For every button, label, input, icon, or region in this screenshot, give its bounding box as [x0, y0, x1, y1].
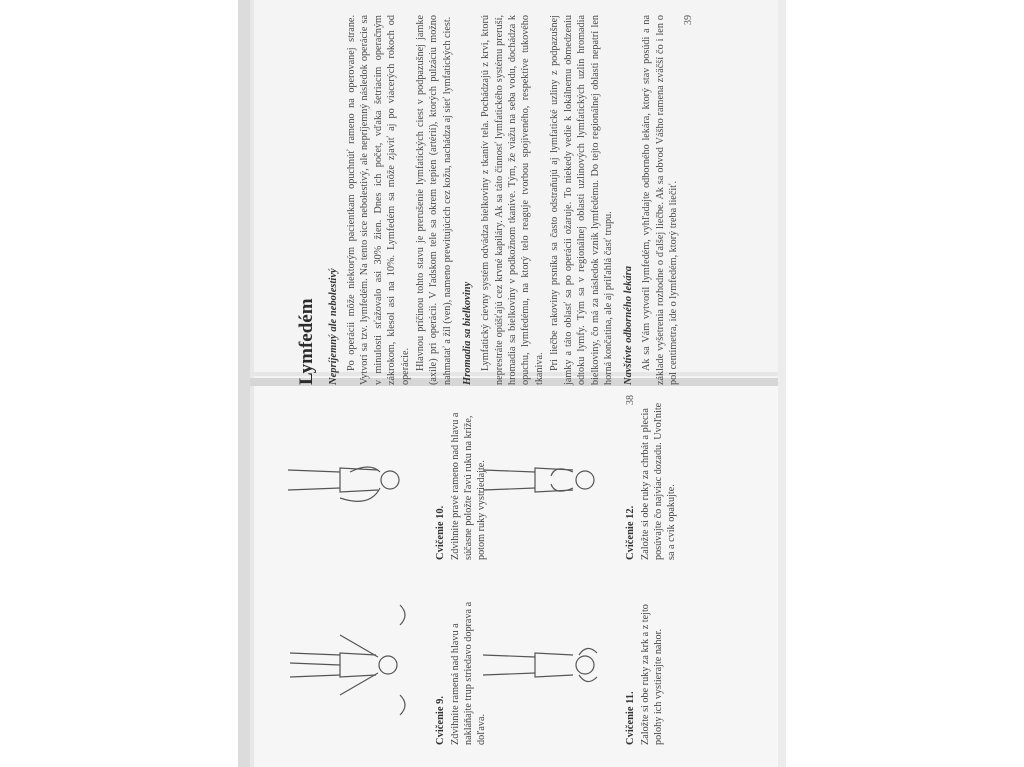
paragraph: Lymfatický cievny systém odvádza bielkoviny z tkanív tela. Pochádzajú z krvi, ktorú neprestráte opúšťajú cez krvné kapiláry. Ak sa táto činnosť lymfatického systému preruší, hromadia sa bielkoviny v podkožnom tkanive. Tým, že viažu na seba vodu, dochádza k opuchu, lymfedému, na ktorý telo reaguje tvorbou spojiveného, respektíve tukového tkaniva.	[480, 15, 545, 385]
exercise-title: Cvičenie 11.	[625, 691, 636, 745]
paragraph: Hlavnou príčinou tohto stavu je prerušenie lymfatických ciest v podpazušnej jamke (axile) pri operácii. V ľadskom tele sa okrem tepien (artérií), ktorých pulzáciu možno nahmatať a žíl (ven), nameno prewitujúcich cez kožu, nachádza aj sieť lymfatických ciest.	[415, 15, 453, 385]
page-38	[425, 385, 755, 745]
figure-exercise-10-icon	[280, 410, 430, 550]
section-heading: Navštívte odborného lekára	[623, 266, 635, 385]
page-title: Lymfedém	[296, 298, 317, 385]
exercise-text: Založte si obe ruky za chrbát a plecia posúvajte čo najviac dozadu. Uvoľnite sa a cvik opakujte.	[640, 402, 677, 560]
paragraph: Pri liečbe rakoviny prsníka sa často odstraňujú aj lymfatické uzliny z podpazušnej jamky a táto oblasť sa po operácii ožaruje. To niekedy vedie k lokálnemu obmedzeniu odtoku lymfy. Tým sa v regionálnej oblasti uzlinových lymfatických uzlín hromadia bielkoviny, čo má za následok vznik lymfedému. Do tejto regionálnej oblasti nepatrí len horná končatina, ale aj priľahlá časť trupu.	[549, 15, 614, 385]
figure-exercise-11-icon	[475, 595, 625, 735]
exercise-11	[625, 585, 665, 745]
figure-exercise-12-icon	[475, 410, 625, 550]
page-39	[292, 15, 792, 385]
paragraph: Po operácii môže niektorým pacientkam opuchnúť rameno na operovanej strane. Vytvorí sa tzv. lymfedém. Na tento sice nebolestivý, ale nepríjemný následok operácie sa v minulosti sťažovalo asi 30% žien. Dnes ich počet, vďaka šetriacim operačným zákrokom, klesol asi na 10%. Lymfedém sa môže zjaviť aj po viacerých rokoch od operácie.	[346, 15, 411, 385]
section-heading: Hromadia sa bielkoviny	[462, 281, 474, 385]
exercise-text: Zdvihnite pravé rameno nad hlavu a súčasne položte ľavú ruku na krížе, potom ruky vystriedajte.	[450, 412, 487, 560]
section-heading: Nepríjemný ale nebolestivý	[328, 268, 339, 385]
paragraph: Ak sa Vám vytvoril lymfedém, vyhľadajte odborného lekára, ktorý stav posúdi a na základe vyšetrenia rozhodne o ďalšej liečbe. Ak sa obvod Vášho ramena zväčší čo i len o pol centimetra, ide o lymfedém, ktorý treba liečiť.	[641, 15, 680, 385]
exercise-text: Založte si obe ruky za krk a z tejto polohy ich vystierajte nahor.	[640, 604, 664, 745]
exercise-title: Cvičenie 12.	[625, 505, 636, 560]
figure-exercise-9-icon	[280, 595, 430, 735]
exercise-12	[625, 400, 678, 560]
exercise-text: Zdvihnite ramená nad hlavu a nakláňajte trup striedavo doprava a doľava.	[450, 601, 487, 745]
exercise-title: Cvičenie 9.	[435, 696, 446, 745]
page-number: 38	[625, 395, 636, 405]
page-number: 39	[682, 15, 694, 25]
exercise-title: Cvičenie 10.	[435, 505, 446, 560]
